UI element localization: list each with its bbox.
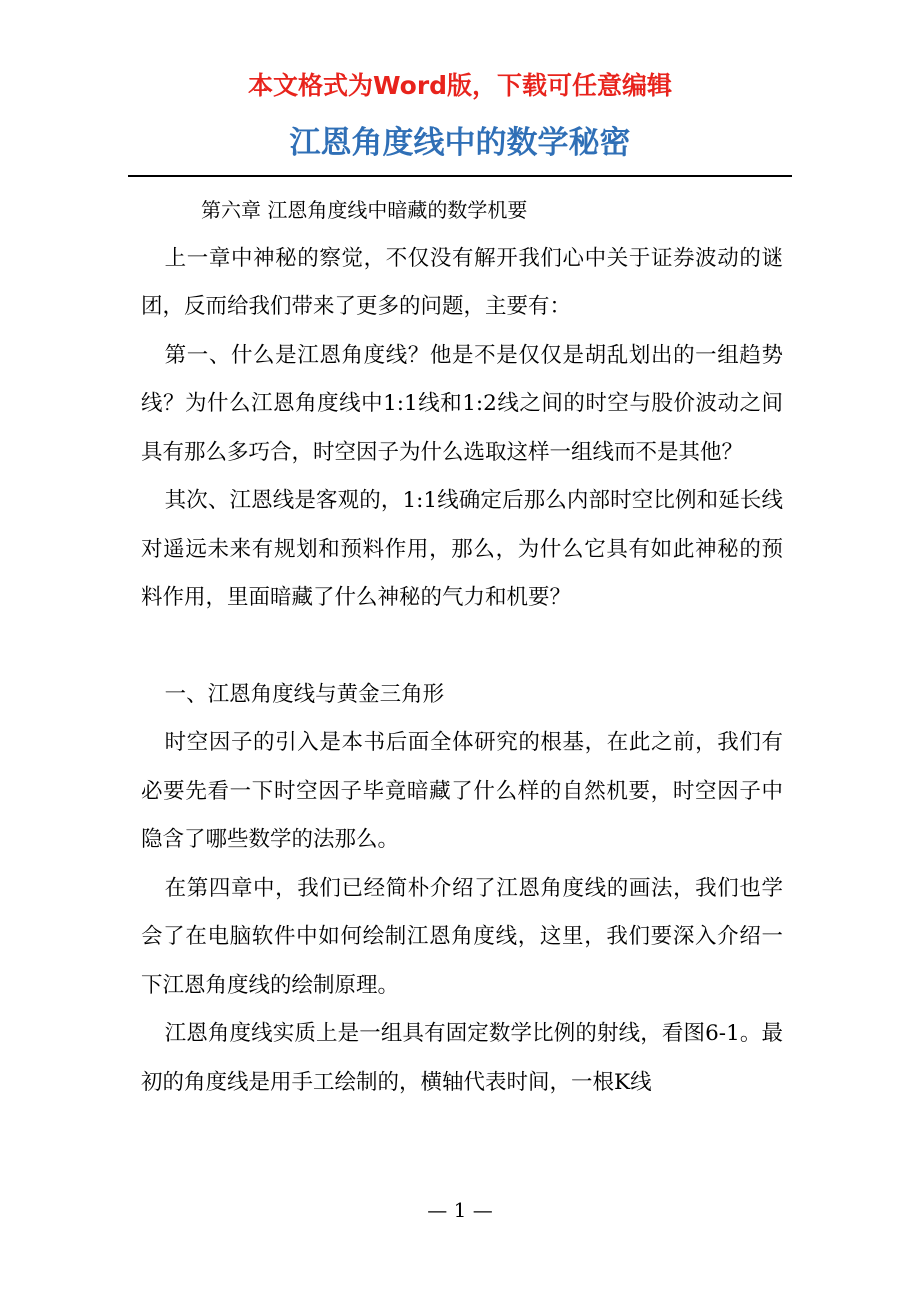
download-banner: 本文格式为Word版，下载可任意编辑 bbox=[247, 71, 673, 100]
paragraph: 在第四章中，我们已经简朴介绍了江恩角度线的画法，我们也学会了在电脑软件中如何绘制江恩角度线，这里，我们要深入介绍一下江恩角度线的绘制原理。 bbox=[141, 875, 783, 998]
page-number: — 1 — bbox=[427, 1198, 493, 1222]
section-heading: 一、江恩角度线与黄金三角形 bbox=[164, 681, 445, 707]
paragraph: 第一、什么是江恩角度线？他是不是仅仅是胡乱划出的一组趋势线？为什么江恩角度线中1:1线和1:2线之间的时空与股价波动之间具有那么多巧合，时空因子为什么选取这样一组线而不是其他？ bbox=[141, 342, 783, 465]
title-divider bbox=[128, 175, 792, 177]
paragraph: 江恩角度线实质上是一组具有固定数学比例的射线，看图6-1。最初的角度线是用手工绘制的，横轴代表时间，一根K线 bbox=[141, 1021, 783, 1095]
document-body bbox=[141, 186, 783, 1107]
chapter-heading: 第六章 江恩角度线中暗藏的数学机要 bbox=[201, 198, 528, 222]
paragraph: 时空因子的引入是本书后面全体研究的根基，在此之前，我们有必要先看一下时空因子毕竟暗藏了什么样的自然机要，时空因子中隐含了哪些数学的法那么。 bbox=[141, 730, 783, 852]
document-title: 江恩角度线中的数学秘密 bbox=[289, 125, 631, 161]
paragraph: 上一章中神秘的察觉，不仅没有解开我们心中关于证券波动的谜团，反而给我们带来了更多的问题，主要有： bbox=[141, 245, 783, 319]
paragraph: 其次、江恩线是客观的，1:1线确定后那么内部时空比例和延长线对遥远未来有规划和预料作用，那么，为什么它具有如此神秘的预料作用，里面暗藏了什么神秘的气力和机要？ bbox=[141, 488, 783, 610]
